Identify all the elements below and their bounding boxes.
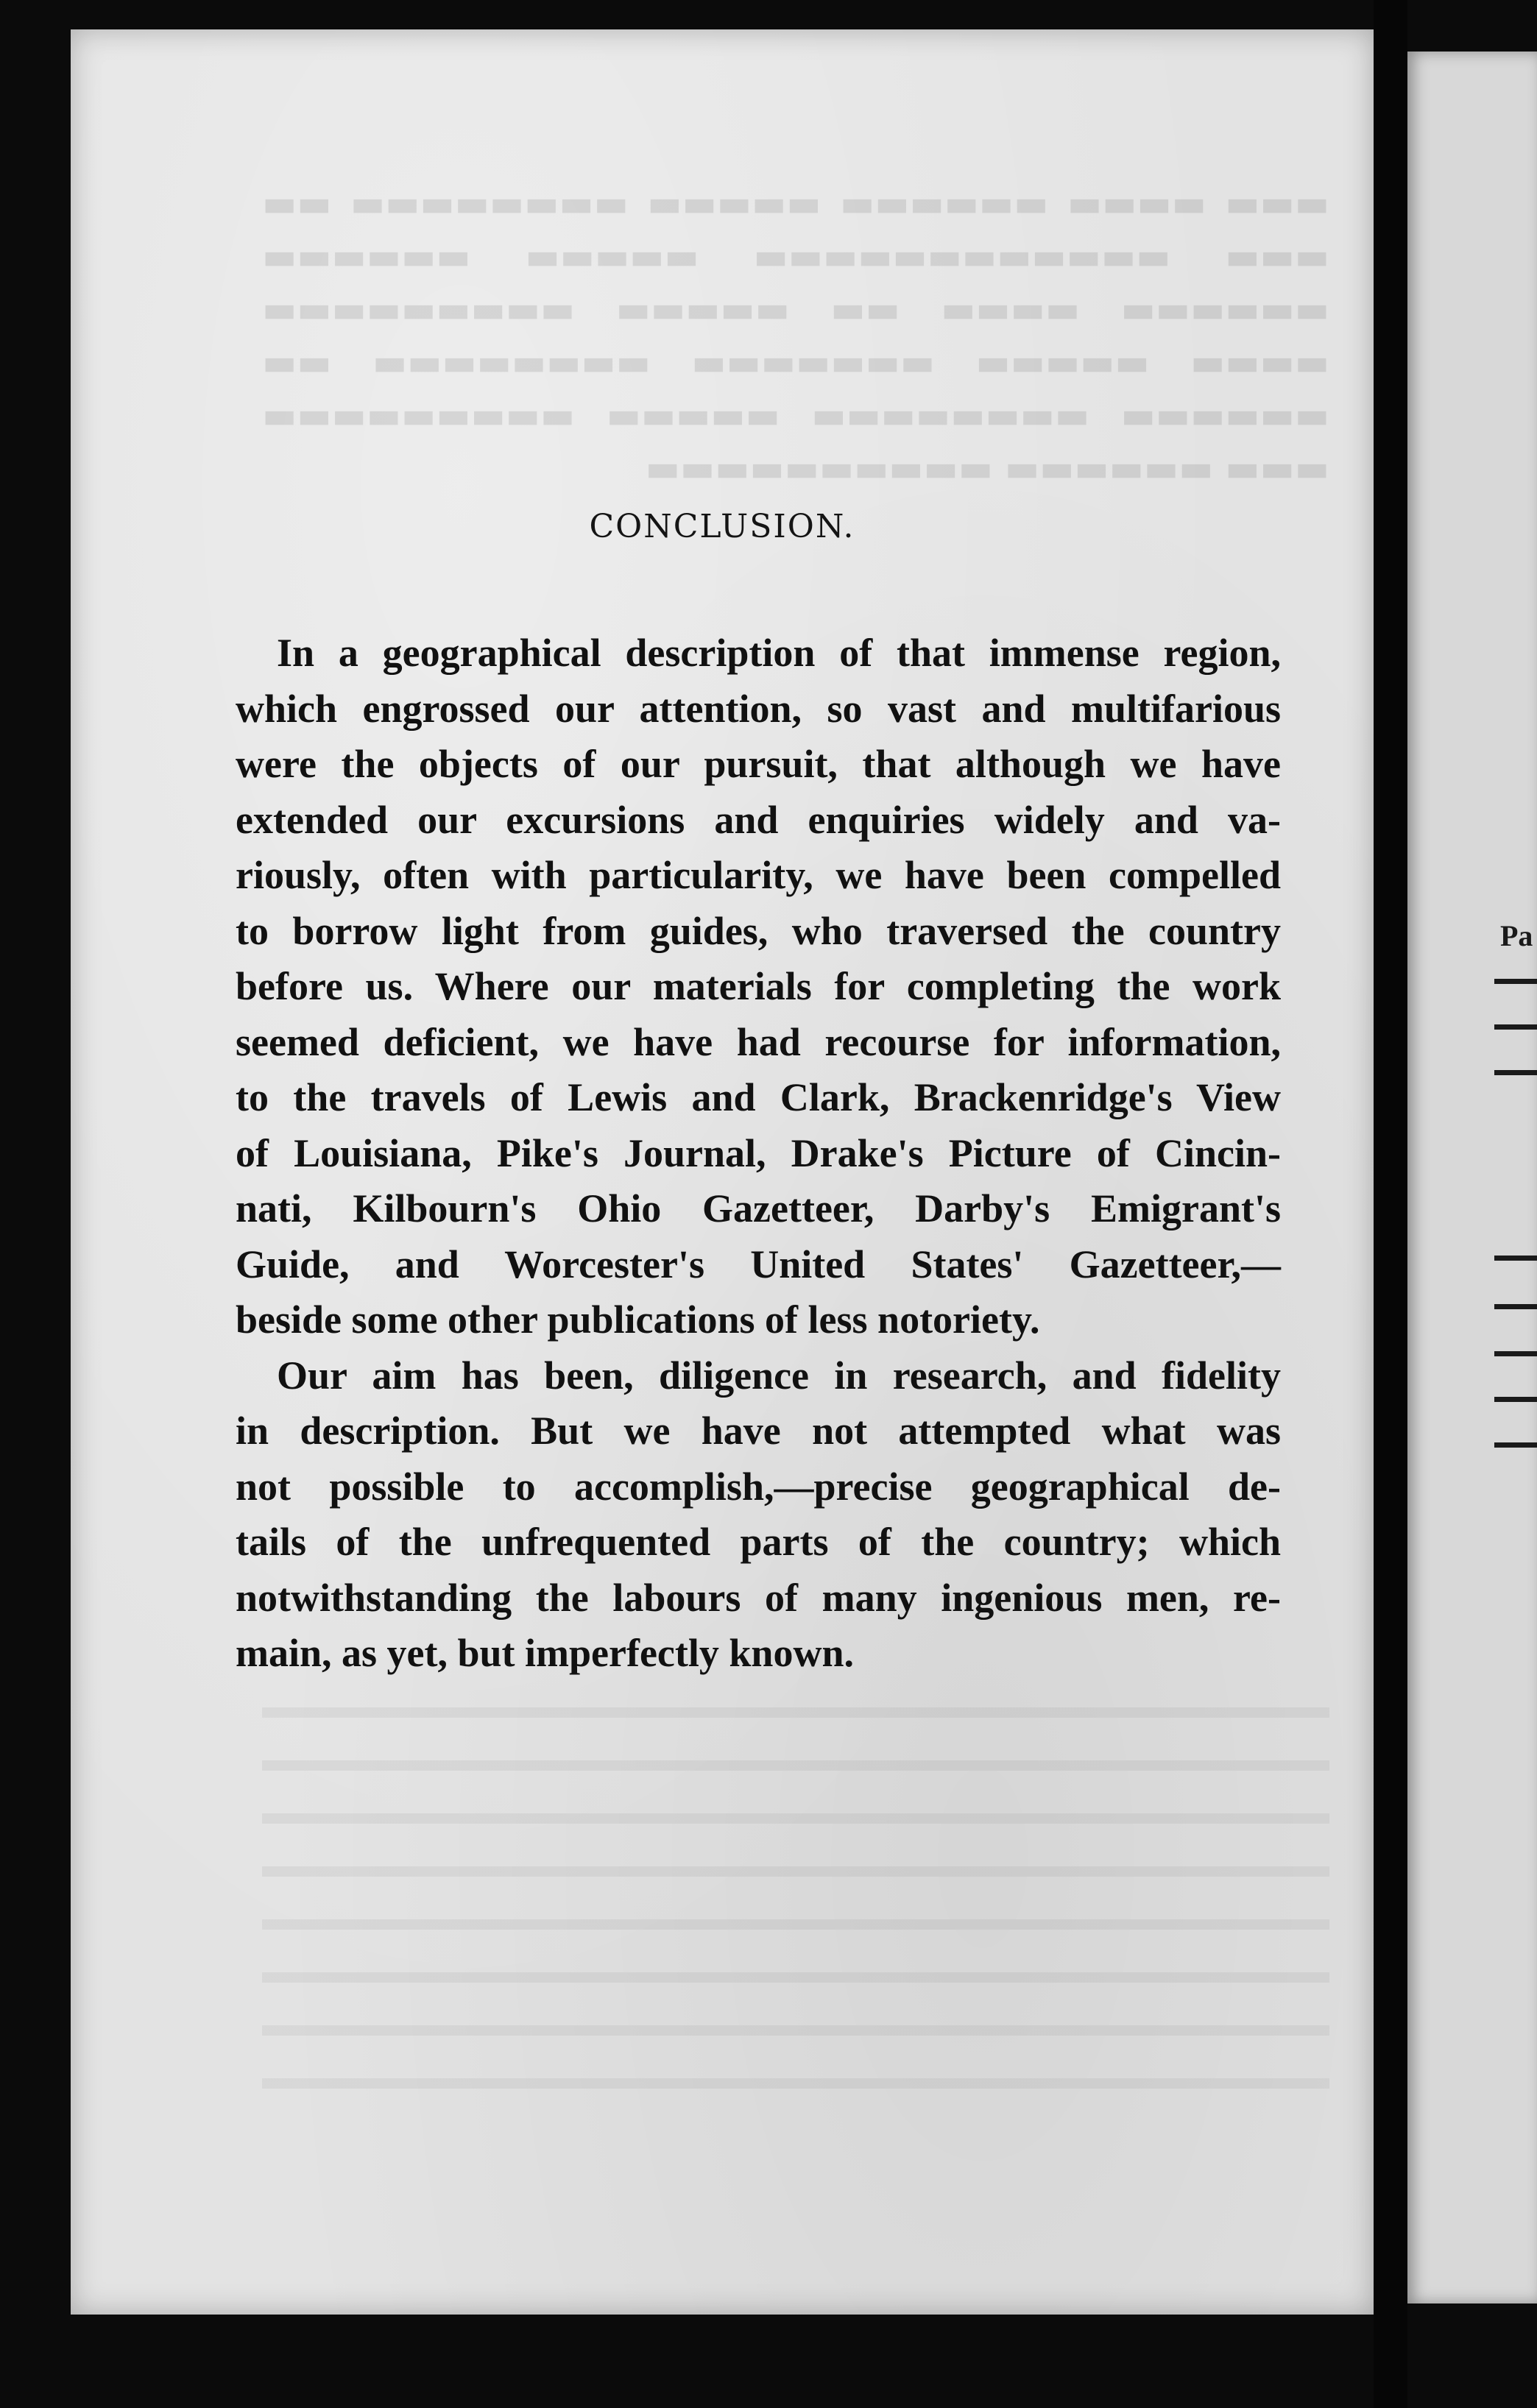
text-line: of Louisiana, Pike's Journal, Drake's Picture of Cincin- [236, 1130, 1281, 1175]
table-rule [1494, 1351, 1537, 1356]
table-rule [1494, 1442, 1537, 1448]
text-line: before us. Where our materials for completing the work [236, 964, 1281, 1008]
adjacent-page-fragment: Pa [1500, 919, 1533, 952]
paragraph-1 [236, 626, 1281, 1348]
adjacent-page-edge [1407, 52, 1537, 2303]
book-gutter [1374, 0, 1407, 2408]
text-line: to borrow light from guides, who traversed the country [236, 908, 1281, 953]
text-line: in description. But we have not attempted what was [236, 1409, 1281, 1453]
text-line: notwithstanding the labours of many ingenious men, re- [236, 1575, 1281, 1620]
text-line: were the objects of our pursuit, that although we have [236, 742, 1281, 786]
text-line: Our aim has been, diligence in research, and fidelity [277, 1353, 1281, 1398]
text-line: riously, often with particularity, we have been compelled [236, 853, 1281, 897]
table-rule [1494, 1024, 1537, 1030]
table-rule [1494, 1070, 1537, 1075]
bleed-through-text: ▬▬▬ ▬▬▬▬ ▬▬▬▬▬▬ ▬▬▬▬▬ ▬▬▬▬▬▬▬▬ ▬▬ ▬▬▬ ▬▬▬▬▬▬▬▬▬▬▬▬ ▬▬▬▬▬ ▬▬▬▬▬▬ ▬▬▬▬▬▬ ▬▬▬▬ ▬▬ ▬▬▬▬▬ ▬▬▬▬▬▬▬▬▬ ▬▬▬▬ ▬▬▬▬▬ ▬▬▬▬▬▬▬ ▬▬▬▬▬▬▬▬ ▬▬ ▬▬▬▬▬▬ ▬▬▬▬▬▬▬▬ ▬▬▬▬▬ ▬▬▬▬▬▬▬▬▬ ▬▬▬ ▬▬▬▬▬▬ ▬▬▬▬▬▬▬▬▬▬ [262, 182, 1329, 489]
text-line: nati, Kilbourn's Ohio Gazetteer, Darby's Emigrant's [236, 1186, 1281, 1230]
page-heading: CONCLUSION. [589, 508, 855, 545]
table-rule [1494, 979, 1537, 984]
text-line: seemed deficient, we have had recourse for information, [236, 1019, 1281, 1064]
table-rule [1494, 1256, 1537, 1261]
text-line: beside some other publications of less notoriety. [236, 1297, 1040, 1342]
text-line: Guide, and Worcester's United States' Gazetteer,— [236, 1242, 1281, 1286]
text-line: main, as yet, but imperfectly known. [236, 1631, 854, 1675]
table-rule [1494, 1304, 1537, 1309]
text-line: In a geographical description of that immense region, [277, 631, 1281, 675]
text-line: extended our excursions and enquiries widely and va- [236, 797, 1281, 842]
page-body [236, 626, 1281, 1682]
text-line: to the travels of Lewis and Clark, Brackenridge's View [236, 1075, 1281, 1119]
text-line: not possible to accomplish,—precise geographical de- [236, 1464, 1281, 1509]
text-line: which engrossed our attention, so vast and multifarious [236, 686, 1281, 731]
bleed-through-lines [262, 1707, 1329, 2120]
table-rule [1494, 1397, 1537, 1402]
paragraph-2 [236, 1348, 1281, 1682]
text-line: tails of the unfrequented parts of the country; which [236, 1520, 1281, 1564]
